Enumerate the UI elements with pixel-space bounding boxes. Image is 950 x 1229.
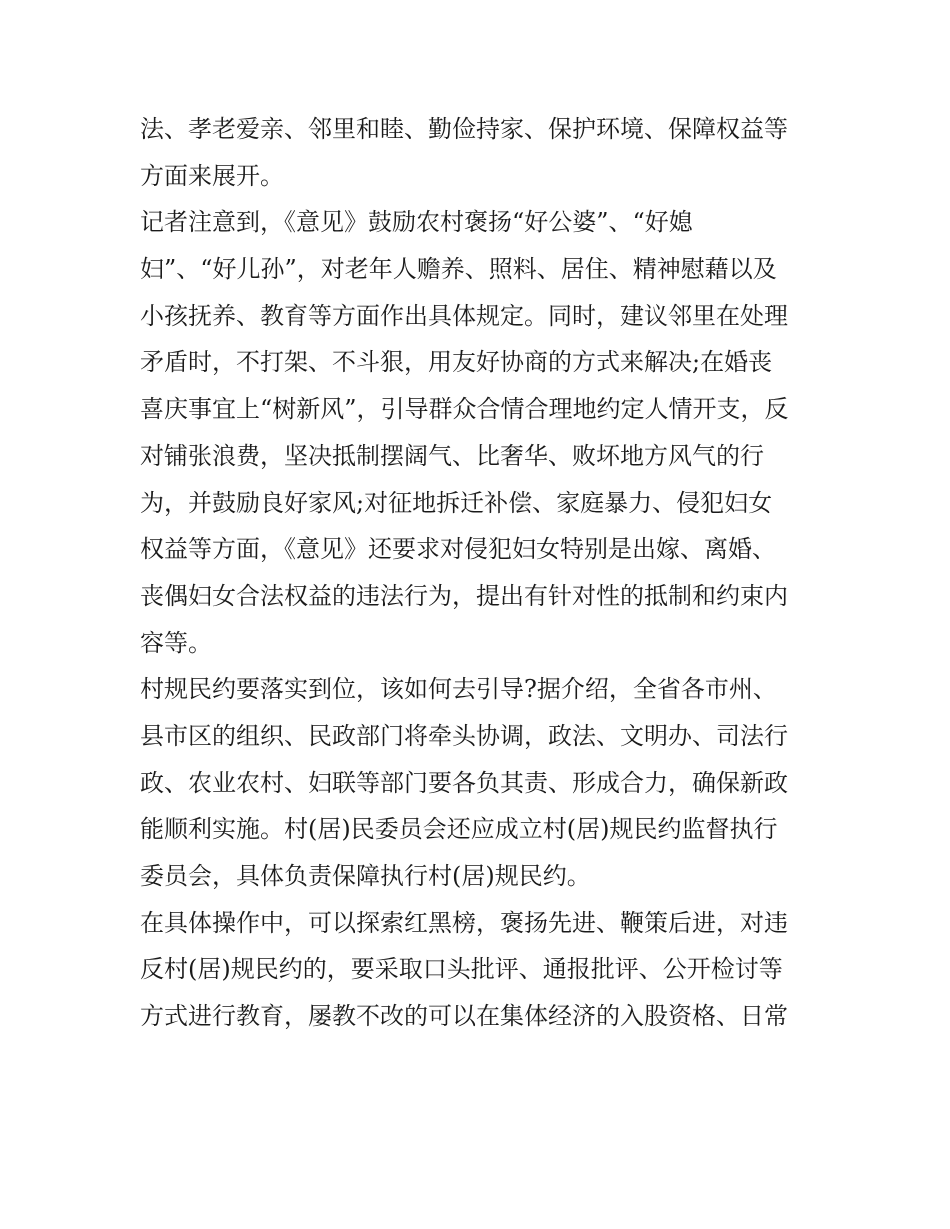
text-line: 政、农业农村、妇联等部门要各负其责、形成合力，确保新政 [140, 768, 788, 797]
text-line: 在具体操作中，可以探索红黑榜，褒扬先进、鞭策后进，对违 [140, 908, 788, 937]
text-line: 妇”、“好儿孙”，对老年人赡养、照料、居住、精神慰藉以及 [140, 255, 777, 284]
text-line: 县市区的组织、民政部门将牵头协调，政法、文明办、司法行 [140, 721, 788, 750]
text-line: 方面来展开。 [140, 161, 284, 190]
text-line: 反村(居)规民约的，要采取口头批评、通报批评、公开检讨等 [140, 955, 783, 984]
text-line: 喜庆事宜上“树新风”，引导群众合情合理地约定人情开支，反 [140, 395, 789, 424]
text-line: 权益等方面，《意见》还要求对侵犯妇女特别是出嫁、离婚、 [140, 535, 776, 564]
text-line: 方式进行教育，屡教不改的可以在集体经济的入股资格、日常 [140, 1002, 788, 1031]
text-line: 容等。 [140, 628, 212, 657]
body-text [140, 106, 820, 1040]
text-line: 能顺利实施。村(居)民委员会还应成立村(居)规民约监督执行 [140, 815, 778, 844]
text-line: 为，并鼓励良好家风;对征地拆迁补偿、家庭暴力、侵犯妇女 [140, 488, 773, 517]
text-line: 记者注意到，《意见》鼓励农村褒扬“好公婆”、“好媳 [140, 208, 693, 237]
text-line: 对铺张浪费，坚决抵制摆阔气、比奢华、败坏地方风气的行 [140, 441, 764, 470]
text-line: 委员会，具体负责保障执行村(居)规民约。 [140, 862, 591, 890]
text-line: 小孩抚养、教育等方面作出具体规定。同时，建议邻里在处理 [140, 301, 788, 330]
text-line: 矛盾时，不打架、不斗狠，用友好协商的方式来解决;在婚丧 [140, 348, 773, 377]
text-line: 村规民约要落实到位，该如何去引导?据介绍，全省各市州、 [140, 675, 777, 704]
text-line: 法、孝老爱亲、邻里和睦、勤俭持家、保护环境、保障权益等 [140, 115, 788, 143]
text-line: 丧偶妇女合法权益的违法行为，提出有针对性的抵制和约束内 [140, 581, 788, 610]
